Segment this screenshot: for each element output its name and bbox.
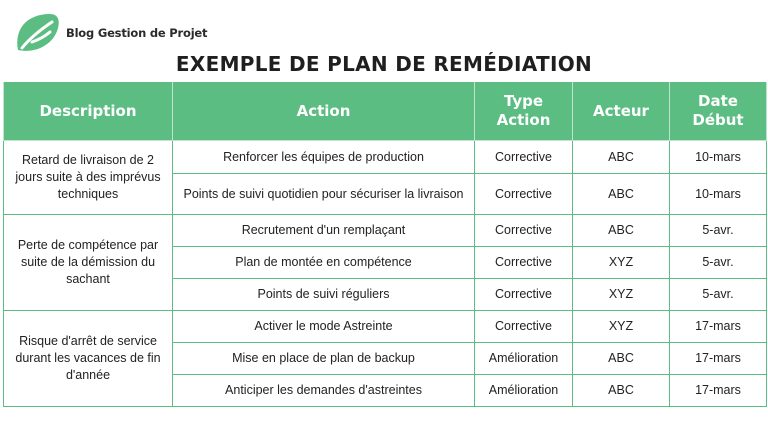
- header-action: Action: [173, 82, 475, 141]
- acteur-cell: XYZ: [573, 311, 670, 343]
- table-header-row: [4, 82, 767, 141]
- header-description: Description: [4, 82, 173, 141]
- action-cell: Renforcer les équipes de production: [173, 141, 475, 174]
- acteur-cell: ABC: [573, 343, 670, 375]
- action-cell: Anticiper les demandes d'astreintes: [173, 375, 475, 407]
- table-row: [4, 311, 767, 343]
- type-cell: Corrective: [475, 141, 573, 174]
- page-title: EXEMPLE DE PLAN DE REMÉDIATION: [175, 52, 593, 76]
- type-cell: Corrective: [475, 174, 573, 215]
- date-cell: 5-avr.: [670, 215, 767, 247]
- acteur-cell: ABC: [573, 375, 670, 407]
- action-cell: Plan de montée en compétence: [173, 247, 475, 279]
- table-row: [4, 141, 767, 174]
- type-cell: Corrective: [475, 247, 573, 279]
- type-cell: Amélioration: [475, 343, 573, 375]
- date-cell: 17-mars: [670, 375, 767, 407]
- action-cell: Recrutement d'un remplaçant: [173, 215, 475, 247]
- type-cell: Corrective: [475, 279, 573, 311]
- remediation-table: [3, 82, 767, 407]
- date-cell: 10-mars: [670, 141, 767, 174]
- acteur-cell: ABC: [573, 174, 670, 215]
- date-cell: 17-mars: [670, 343, 767, 375]
- header-date-debut: Date Début: [670, 82, 767, 141]
- table-row: [4, 215, 767, 247]
- blog-logo: [12, 10, 207, 56]
- action-cell: Points de suivi quotidien pour sécuriser la livraison: [173, 174, 475, 215]
- acteur-cell: ABC: [573, 215, 670, 247]
- logo-text: Blog Gestion de Projet: [66, 26, 208, 40]
- header-acteur: Acteur: [573, 82, 670, 141]
- date-cell: 5-avr.: [670, 279, 767, 311]
- risk-description: Risque d'arrêt de service durant les vacances de fin d'année: [4, 311, 173, 407]
- risk-description: Perte de compétence par suite de la démission du sachant: [4, 215, 173, 311]
- date-cell: 17-mars: [670, 311, 767, 343]
- type-cell: Corrective: [475, 215, 573, 247]
- type-cell: Amélioration: [475, 375, 573, 407]
- action-cell: Mise en place de plan de backup: [173, 343, 475, 375]
- risk-description: Retard de livraison de 2 jours suite à des imprévus techniques: [4, 141, 173, 215]
- date-cell: 10-mars: [670, 174, 767, 215]
- action-cell: Activer le mode Astreinte: [173, 311, 475, 343]
- leaf-logo-icon: [12, 10, 62, 56]
- header-type-action: Type Action: [475, 82, 573, 141]
- acteur-cell: ABC: [573, 141, 670, 174]
- acteur-cell: XYZ: [573, 279, 670, 311]
- date-cell: 5-avr.: [670, 247, 767, 279]
- type-cell: Corrective: [475, 311, 573, 343]
- acteur-cell: XYZ: [573, 247, 670, 279]
- action-cell: Points de suivi réguliers: [173, 279, 475, 311]
